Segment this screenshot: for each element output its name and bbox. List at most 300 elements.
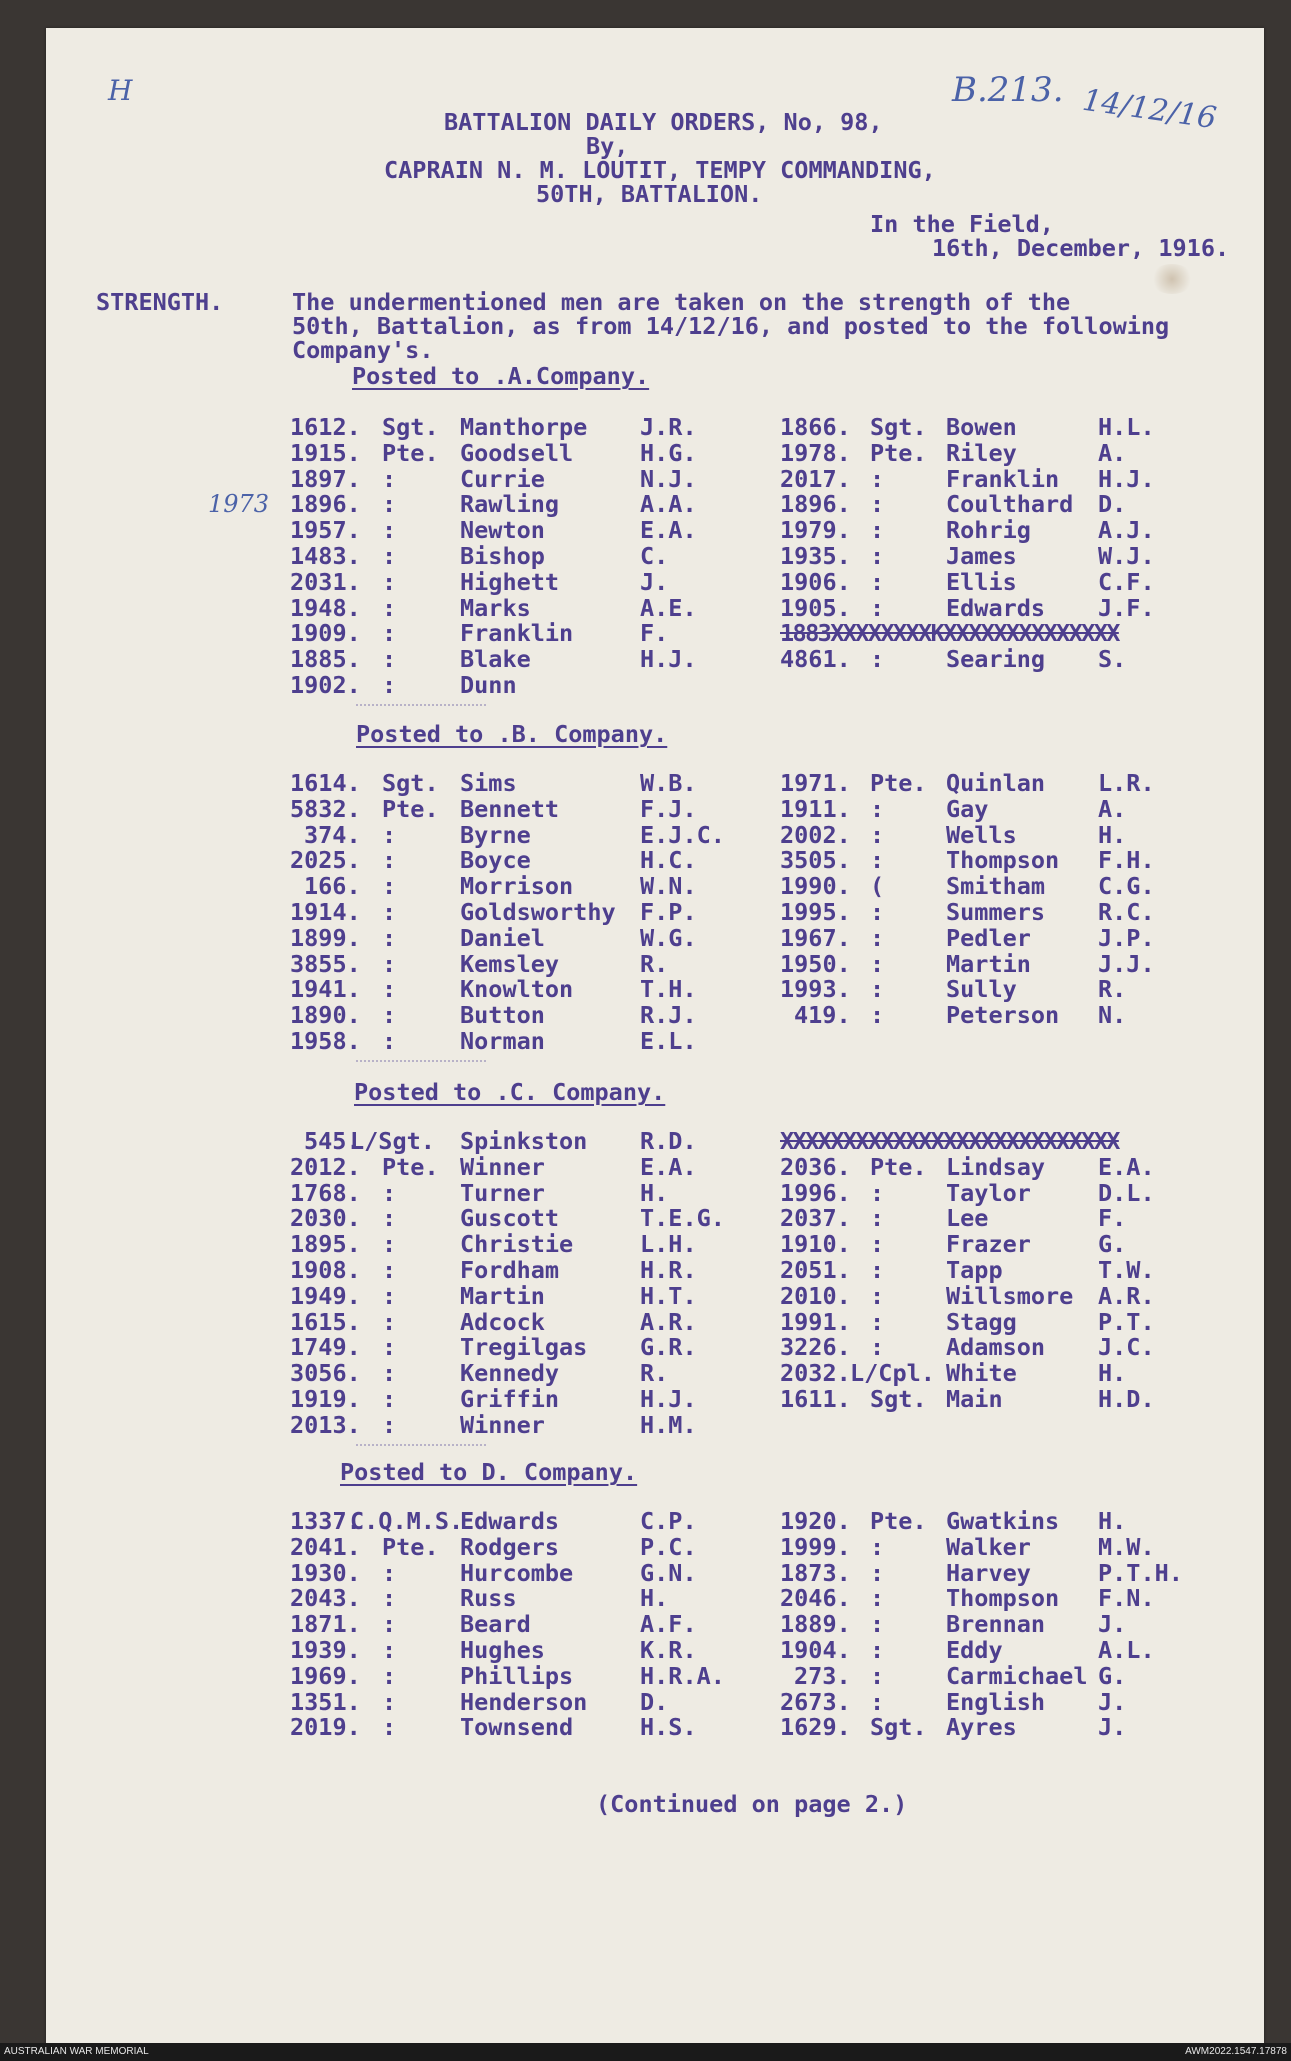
rank: : (382, 1410, 397, 1439)
service-number: 1949. (290, 1281, 361, 1310)
roster-row (0, 1412, 1291, 1438)
surname: Fordham (460, 1256, 560, 1284)
surname: Goldsworthy (460, 898, 616, 926)
initials: A.F. (640, 1610, 697, 1639)
surname: Winner (460, 1152, 545, 1181)
initials: J.F. (1098, 593, 1155, 622)
initials: G.N. (640, 1558, 697, 1587)
surname: Gwatkins (946, 1507, 1060, 1535)
service-number: 1971. (780, 769, 851, 797)
service-number: 1941. (290, 975, 361, 1004)
rank: : (870, 1307, 885, 1336)
initials: H. (1098, 820, 1127, 849)
rank: : (870, 567, 885, 596)
rank: : (870, 1204, 885, 1233)
rank: : (382, 1027, 397, 1055)
rank: : (870, 923, 885, 952)
rank: : (382, 619, 397, 648)
surname: Bennett (460, 794, 560, 823)
rank: : (382, 671, 397, 699)
roster-row (0, 873, 1291, 899)
rank: : (382, 820, 397, 849)
initials: H. (1098, 1359, 1127, 1388)
rank: : (382, 567, 397, 596)
roster-row (0, 770, 1291, 796)
surname: Edwards (460, 1507, 560, 1535)
surname: Edwards (946, 593, 1046, 622)
margin-number: 1973 (208, 490, 270, 518)
rank: : (382, 593, 397, 622)
surname: Thompson (946, 1584, 1060, 1613)
rank: : (870, 949, 885, 978)
surname: Christie (460, 1230, 574, 1259)
roster-row (0, 1283, 1291, 1309)
surname: Goodsell (460, 438, 574, 467)
surname: Dunn (460, 671, 517, 699)
roster-row (0, 1689, 1291, 1715)
surname: Willsmore (946, 1281, 1074, 1310)
initials: A.L. (1098, 1636, 1155, 1664)
initials: T.H. (640, 975, 697, 1004)
roster-row (0, 1508, 1291, 1534)
rank: : (382, 898, 397, 926)
initials: W.G. (640, 923, 697, 952)
initials: H.L. (1098, 413, 1155, 441)
service-number: 1906. (780, 567, 851, 596)
service-number: 1967. (780, 923, 851, 952)
roster-row (0, 1154, 1291, 1180)
initials: E.A. (640, 516, 697, 545)
roster-row (0, 1231, 1291, 1257)
initials: G. (1098, 1661, 1127, 1690)
initials: W.J. (1098, 542, 1155, 570)
section-separator (356, 704, 486, 706)
continued-note: (Continued on page 2.) (596, 1790, 908, 1818)
rank: : (382, 1204, 397, 1233)
rank: : (870, 975, 885, 1004)
initials: E.A. (1098, 1152, 1155, 1181)
rank: : (382, 1636, 397, 1664)
service-number: 1899. (290, 923, 361, 952)
section-text-line-2: 50th, Battalion, as from 14/12/16, and posted to the following (292, 312, 1170, 340)
company-heading: Posted to .B. Company. (356, 720, 668, 748)
initials: L.R. (1098, 769, 1155, 797)
service-number: 1993. (780, 975, 851, 1004)
surname: English (946, 1687, 1046, 1716)
service-number: 1908. (290, 1256, 361, 1284)
service-number: 1911. (780, 794, 851, 823)
rank: : (382, 645, 397, 674)
initials: R.C. (1098, 898, 1155, 926)
service-number: 1896. (290, 490, 361, 519)
rank: Pte. (382, 1152, 439, 1181)
surname: Gay (946, 794, 989, 823)
roster-row (0, 1028, 1291, 1054)
service-number: 1957. (290, 516, 361, 545)
rank: : (382, 872, 397, 901)
handwritten-ref: B.213. (952, 70, 1064, 110)
surname: Turner (460, 1178, 545, 1207)
initials: W.B. (640, 769, 697, 797)
initials: J. (1098, 1713, 1127, 1742)
surname: Eddy (946, 1636, 1003, 1664)
surname: Wells (946, 820, 1017, 849)
service-number: 1885. (290, 645, 361, 674)
initials: H.M. (640, 1410, 697, 1439)
roster-row (0, 847, 1291, 873)
rank: : (870, 1281, 885, 1310)
surname: Stagg (946, 1307, 1017, 1336)
initials: T.E.G. (640, 1204, 725, 1233)
service-number: 1904. (780, 1636, 851, 1664)
initials: J.R. (640, 413, 697, 441)
initials: K.R. (640, 1636, 697, 1664)
initials: H. (1098, 1507, 1127, 1535)
service-number: 1337. (290, 1507, 361, 1535)
rank: : (382, 1687, 397, 1716)
rank: : (382, 1001, 397, 1030)
surname: Spinkston (460, 1127, 588, 1155)
service-number: 2017. (780, 464, 851, 493)
surname: Highett (460, 567, 560, 596)
rank: : (870, 593, 885, 622)
rank: : (382, 464, 397, 493)
initials: F. (640, 619, 669, 648)
surname: Adamson (946, 1333, 1046, 1362)
initials: A.A. (640, 490, 697, 519)
surname: Kennedy (460, 1359, 560, 1388)
roster-row (0, 569, 1291, 595)
service-number: 1996. (780, 1178, 851, 1207)
service-number: 1991. (780, 1307, 851, 1336)
rank: Pte. (870, 1507, 927, 1535)
company-heading: Posted to D. Company. (340, 1458, 638, 1486)
service-number: 2031. (290, 567, 361, 596)
rank: : (382, 1661, 397, 1690)
surname: Henderson (460, 1687, 588, 1716)
service-number: 1902. (290, 671, 361, 699)
service-number: 2041. (290, 1532, 361, 1561)
surname: Russ (460, 1584, 517, 1613)
initials: F.N. (1098, 1584, 1155, 1613)
rank: Pte. (870, 438, 927, 467)
surname: Harvey (946, 1558, 1031, 1587)
service-number: 1889. (780, 1610, 851, 1639)
initials: E.L. (640, 1027, 697, 1055)
rank: : (382, 1281, 397, 1310)
service-number: 1890. (290, 1001, 361, 1030)
initials: W.N. (640, 872, 697, 901)
surname: Franklin (460, 619, 574, 648)
service-number: 1897. (290, 464, 361, 493)
service-number: 166. (304, 872, 361, 901)
initials: H.D. (1098, 1385, 1155, 1413)
service-number: 2036. (780, 1152, 851, 1181)
surname: Townsend (460, 1713, 574, 1742)
initials: D. (640, 1687, 669, 1716)
initials: N. (1098, 1001, 1127, 1030)
rank: Sgt. (870, 413, 927, 441)
service-number: 1948. (290, 593, 361, 622)
initials: H.C. (640, 846, 697, 875)
surname: Brennan (946, 1610, 1046, 1639)
rank: : (870, 1256, 885, 1284)
service-number: 1939. (290, 1636, 361, 1664)
rank: Sgt. (382, 769, 439, 797)
service-number: 1999. (780, 1532, 851, 1561)
service-number: 2010. (780, 1281, 851, 1310)
section-separator (356, 1444, 486, 1446)
surname: Frazer (946, 1230, 1031, 1259)
rank: Pte. (382, 438, 439, 467)
service-number: 1919. (290, 1385, 361, 1413)
initials: N.J. (640, 464, 697, 493)
rank: : (870, 464, 885, 493)
initials: H.J. (1098, 464, 1155, 493)
surname: Boyce (460, 846, 531, 875)
initials: H. (640, 1178, 669, 1207)
initials: J. (1098, 1687, 1127, 1716)
roster-row (0, 414, 1291, 440)
service-number: 1614. (290, 769, 361, 797)
initials: A.J. (1098, 516, 1155, 545)
surname: Lee (946, 1204, 989, 1233)
rank: : (382, 1359, 397, 1388)
initials: H.J. (640, 1385, 697, 1413)
surname: Bishop (460, 542, 545, 570)
roster-row (0, 1180, 1291, 1206)
service-number: 1920. (780, 1507, 851, 1535)
surname: Knowlton (460, 975, 574, 1004)
section-separator (356, 1060, 486, 1062)
surname: James (946, 542, 1017, 570)
place-line: In the Field, (870, 210, 1054, 238)
initials: P.T.H. (1098, 1558, 1183, 1587)
roster-row (0, 440, 1291, 466)
rank: : (382, 1307, 397, 1336)
surname: Guscott (460, 1204, 560, 1233)
roster-row (0, 517, 1291, 543)
rank: : (870, 846, 885, 875)
rank: : (870, 490, 885, 519)
initials: J. (640, 567, 669, 596)
surname: Walker (946, 1532, 1031, 1561)
surname: Norman (460, 1027, 545, 1055)
surname: Rawling (460, 490, 560, 519)
initials: E.J.C. (640, 820, 725, 849)
initials: T.W. (1098, 1256, 1155, 1284)
rank: : (870, 1687, 885, 1716)
service-number: 3855. (290, 949, 361, 978)
surname: Rodgers (460, 1532, 560, 1561)
roster-row (0, 976, 1291, 1002)
initials: J.J. (1098, 949, 1155, 978)
company-heading: Posted to .A.Company. (352, 362, 650, 390)
service-number: 1979. (780, 516, 851, 545)
roster-row (0, 1309, 1291, 1335)
rank: L/Cpl. (850, 1359, 935, 1388)
roster-row (0, 822, 1291, 848)
service-number: 2673. (780, 1687, 851, 1716)
initials: R. (640, 949, 669, 978)
service-number: 2019. (290, 1713, 361, 1742)
initials: A. (1098, 438, 1127, 467)
roster-row (0, 1714, 1291, 1740)
initials: H.R.A. (640, 1661, 725, 1690)
surname: Carmichael (946, 1661, 1088, 1690)
roster-row (0, 1257, 1291, 1283)
rank: Sgt. (382, 413, 439, 441)
service-number: 1873. (780, 1558, 851, 1587)
initials: A.E. (640, 593, 697, 622)
section-text-line-3: Company's. (292, 336, 434, 364)
initials: S. (1098, 645, 1127, 674)
rank: : (382, 1256, 397, 1284)
roster-row (0, 543, 1291, 569)
surname: Bowen (946, 413, 1017, 441)
service-number: 5832. (290, 794, 361, 823)
rank: : (870, 1584, 885, 1613)
footer-source: AUSTRALIAN WAR MEMORIAL (4, 2046, 149, 2057)
unit-line: 50TH, BATTALION. (536, 180, 763, 208)
service-number: 2030. (290, 1204, 361, 1233)
rank: : (382, 516, 397, 545)
initials: H.S. (640, 1713, 697, 1742)
stain-mark (1150, 264, 1194, 294)
service-number: 1611. (780, 1385, 851, 1413)
surname: Quinlan (946, 769, 1046, 797)
service-number: 2046. (780, 1584, 851, 1613)
rank: : (382, 949, 397, 978)
surname: Marks (460, 593, 531, 622)
rank: : (870, 1610, 885, 1639)
service-number: 1958. (290, 1027, 361, 1055)
service-number: 1950. (780, 949, 851, 978)
initials: E.A. (640, 1152, 697, 1181)
service-number: 2043. (290, 1584, 361, 1613)
service-number: 1896. (780, 490, 851, 519)
initials: F.J. (640, 794, 697, 823)
rank: Pte. (382, 1532, 439, 1561)
roster-row (0, 620, 1291, 646)
rank: : (870, 794, 885, 823)
service-number: 1935. (780, 542, 851, 570)
initials: F. (1098, 1204, 1127, 1233)
rank: Pte. (870, 1152, 927, 1181)
footer-id: AWM2022.1547.17878 (1185, 2046, 1287, 2057)
service-number: 1915. (290, 438, 361, 467)
rank: : (870, 898, 885, 926)
initials: J.P. (1098, 923, 1155, 952)
surname: Taylor (946, 1178, 1031, 1207)
roster-row (0, 646, 1291, 672)
initials: H.G. (640, 438, 697, 467)
surname: Manthorpe (460, 413, 588, 441)
rank: : (382, 1713, 397, 1742)
rank: : (382, 1558, 397, 1587)
initials: F.P. (640, 898, 697, 926)
rank: : (382, 1333, 397, 1362)
rank: : (870, 1636, 885, 1664)
surname: Sully (946, 975, 1017, 1004)
roster-row (0, 491, 1291, 517)
surname: Riley (946, 438, 1017, 467)
surname: Lindsay (946, 1152, 1046, 1181)
rank: : (382, 923, 397, 952)
rank: Sgt. (870, 1713, 927, 1742)
initials: G.R. (640, 1333, 697, 1362)
initials: P.C. (640, 1532, 697, 1561)
surname: Button (460, 1001, 545, 1030)
surname: Hurcombe (460, 1558, 574, 1587)
rank: : (870, 1532, 885, 1561)
initials: H. (640, 1584, 669, 1613)
service-number: 2025. (290, 846, 361, 875)
surname: Adcock (460, 1307, 545, 1336)
footer-bar (0, 2043, 1291, 2061)
handwritten-date: 14/12/16 (1080, 82, 1219, 137)
rank: : (382, 846, 397, 875)
service-number: 1995. (780, 898, 851, 926)
struck-entry: 1883XXXXXXXXKXXXXXXXXXXXXXX (780, 619, 1119, 648)
initials: F.H. (1098, 846, 1155, 875)
initials: P.T. (1098, 1307, 1155, 1336)
surname: Winner (460, 1410, 545, 1439)
surname: Peterson (946, 1001, 1060, 1030)
service-number: 1866. (780, 413, 851, 441)
roster-row (0, 796, 1291, 822)
surname: Newton (460, 516, 545, 545)
service-number: 1629. (780, 1713, 851, 1742)
initials: R.D. (640, 1127, 697, 1155)
service-number: 2032. (780, 1359, 851, 1388)
roster-row (0, 1205, 1291, 1231)
rank: C.Q.M.S. (350, 1507, 464, 1535)
surname: Sims (460, 769, 517, 797)
service-number: 545. (304, 1127, 361, 1155)
initials: R. (640, 1359, 669, 1388)
roster-row (0, 1128, 1291, 1154)
surname: Beard (460, 1610, 531, 1639)
surname: Griffin (460, 1385, 560, 1413)
document-by: By, (586, 132, 629, 160)
roster-row (0, 1386, 1291, 1412)
rank: : (382, 1230, 397, 1259)
service-number: 1969. (290, 1661, 361, 1690)
initials: M.W. (1098, 1532, 1155, 1561)
service-number: 3226. (780, 1333, 851, 1362)
service-number: 1351. (290, 1687, 361, 1716)
surname: Coulthard (946, 490, 1074, 519)
service-number: 2037. (780, 1204, 851, 1233)
initials: H.J. (640, 645, 697, 674)
service-number: 1905. (780, 593, 851, 622)
service-number: 1615. (290, 1307, 361, 1336)
initials: C.F. (1098, 567, 1155, 596)
roster-row (0, 1560, 1291, 1586)
roster-row (0, 951, 1291, 977)
roster-row (0, 595, 1291, 621)
rank: : (870, 1178, 885, 1207)
initials: J.C. (1098, 1333, 1155, 1362)
surname: Searing (946, 645, 1046, 674)
surname: Thompson (946, 846, 1060, 875)
rank: ( (870, 872, 885, 901)
rank: : (870, 1333, 885, 1362)
service-number: 419. (794, 1001, 851, 1030)
initials: R.J. (640, 1001, 697, 1030)
rank: Sgt. (870, 1385, 927, 1413)
